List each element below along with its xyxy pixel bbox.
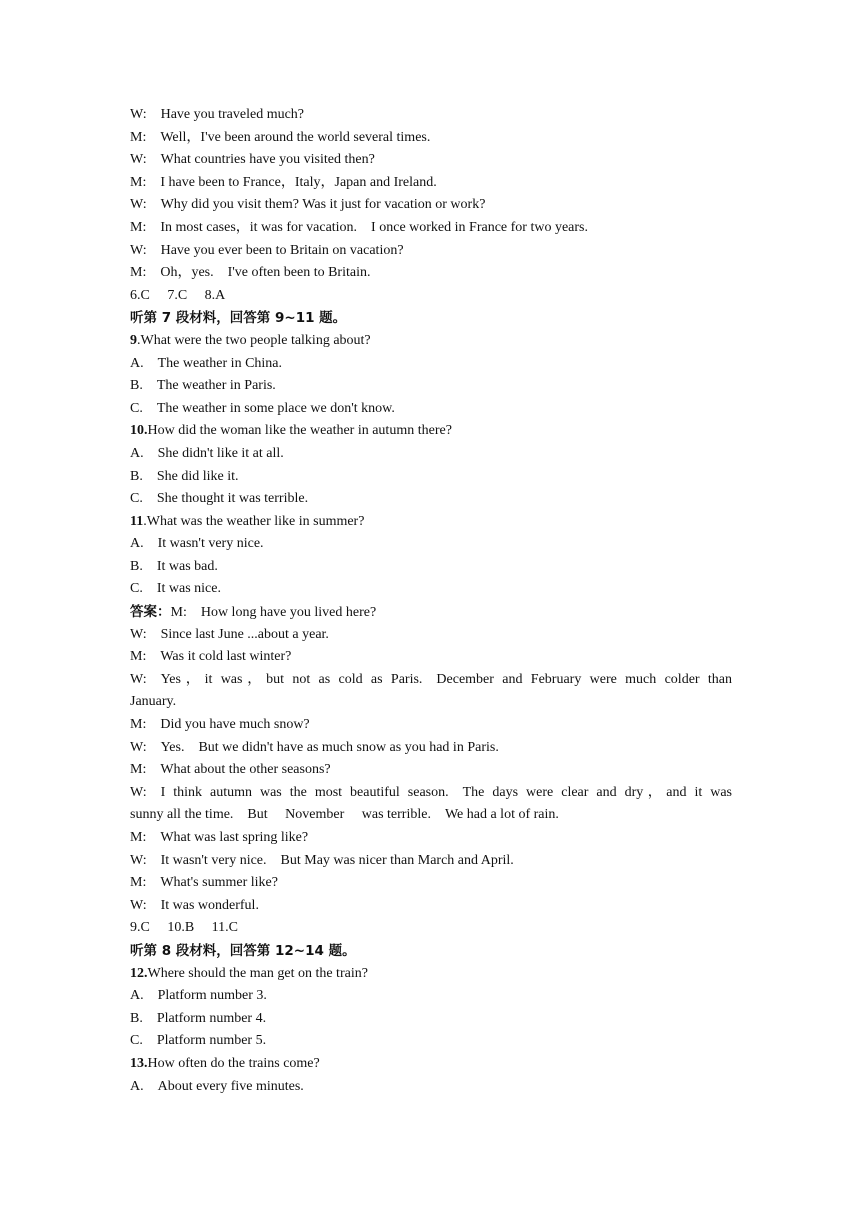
option: C. Platform number 5. bbox=[130, 1033, 267, 1049]
dialogue-line: W: Have you traveled much? bbox=[130, 107, 305, 122]
option: C. It was nice. bbox=[130, 581, 221, 597]
transcript-start bbox=[130, 601, 732, 624]
question-number: 12. bbox=[130, 965, 148, 981]
dialogue-line: W: Yes，it was，but not as cold as Paris. December and February were much colder than bbox=[130, 671, 732, 687]
question-9 bbox=[130, 330, 732, 353]
dialogue-line: M: Did you have much snow? bbox=[130, 717, 310, 733]
question-text: .What were the two people talking about? bbox=[137, 332, 371, 348]
question-number: 10. bbox=[130, 423, 148, 439]
option: B. She did like it. bbox=[130, 468, 239, 484]
dialogue-line: M: What about the other seasons? bbox=[130, 762, 331, 778]
dialogue-line: W: I think autumn was the most beautiful season. The days were clear and dry，and it was bbox=[130, 784, 732, 800]
section-8-heading: 听第 8 段材料，回答第 12~14 题。 bbox=[130, 942, 356, 959]
option: A. Platform number 3. bbox=[130, 988, 267, 1004]
dialogue-line: W: Since last June ...about a year. bbox=[130, 626, 329, 642]
dialogue-line: M: Oh，yes. I've often been to Britain. bbox=[130, 265, 371, 281]
dialogue-line: W: What countries have you visited then? bbox=[130, 152, 375, 168]
question-text: Where should the man get on the train? bbox=[147, 965, 368, 981]
answers-6-8: 6.C 7.C 8.A bbox=[130, 287, 226, 303]
dialogue-line: M: In most cases，it was for vacation. I once worked in France for two years. bbox=[130, 219, 588, 235]
question-12 bbox=[130, 963, 732, 986]
answers-9-11: 9.C 10.B 11.C bbox=[130, 920, 238, 936]
document-page bbox=[130, 104, 732, 1098]
question-number: 13. bbox=[130, 1055, 148, 1071]
option: B. It was bad. bbox=[130, 558, 218, 574]
dialogue-line: M: What's summer like? bbox=[130, 875, 278, 891]
option: B. The weather in Paris. bbox=[130, 378, 276, 394]
question-11 bbox=[130, 511, 732, 534]
dialogue-line: W: Why did you visit them? Was it just for vacation or work? bbox=[130, 197, 486, 213]
option: B. Platform number 4. bbox=[130, 1010, 267, 1026]
dialogue-line-continued: January. bbox=[130, 694, 177, 710]
dialogue-line: W: It was wonderful. bbox=[130, 897, 259, 913]
question-text: How did the woman like the weather in autumn there? bbox=[147, 423, 452, 439]
dialogue-line-continued: sunny all the time. But November was terrible. We had a lot of rain. bbox=[130, 807, 559, 823]
question-number: 11 bbox=[130, 513, 144, 529]
dialogue-line: M: I have been to France，Italy，Japan and Ireland. bbox=[130, 174, 437, 190]
dialogue-line: W: Have you ever been to Britain on vacation? bbox=[130, 242, 404, 258]
option: C. The weather in some place we don't know. bbox=[130, 400, 395, 416]
question-number: 9 bbox=[130, 332, 137, 348]
dialogue-line: M: Was it cold last winter? bbox=[130, 649, 292, 665]
question-13 bbox=[130, 1053, 732, 1076]
dialogue-line: W: It wasn't very nice. But May was nicer than March and April. bbox=[130, 852, 514, 868]
dialogue-line: M: Well，I've been around the world several times. bbox=[130, 129, 431, 145]
dialogue-line: M: What was last spring like? bbox=[130, 830, 309, 845]
option: A. It wasn't very nice. bbox=[130, 536, 264, 552]
option: C. She thought it was terrible. bbox=[130, 491, 309, 507]
section-7-heading: 听第 7 段材料，回答第 9~11 题。 bbox=[130, 310, 347, 327]
option: A. She didn't like it at all. bbox=[130, 445, 284, 461]
dialogue-6 bbox=[130, 104, 732, 285]
answer-label: 答案： bbox=[130, 604, 171, 621]
question-text: How often do the trains come? bbox=[147, 1055, 320, 1071]
dialogue-line: M: How long have you lived here? bbox=[170, 605, 377, 621]
option: A. About every five minutes. bbox=[130, 1078, 304, 1094]
question-text: .What was the weather like in summer? bbox=[143, 513, 365, 529]
question-10 bbox=[130, 420, 732, 443]
option: A. The weather in China. bbox=[130, 355, 283, 371]
dialogue-line: W: Yes. But we didn't have as much snow as you had in Paris. bbox=[130, 739, 499, 755]
